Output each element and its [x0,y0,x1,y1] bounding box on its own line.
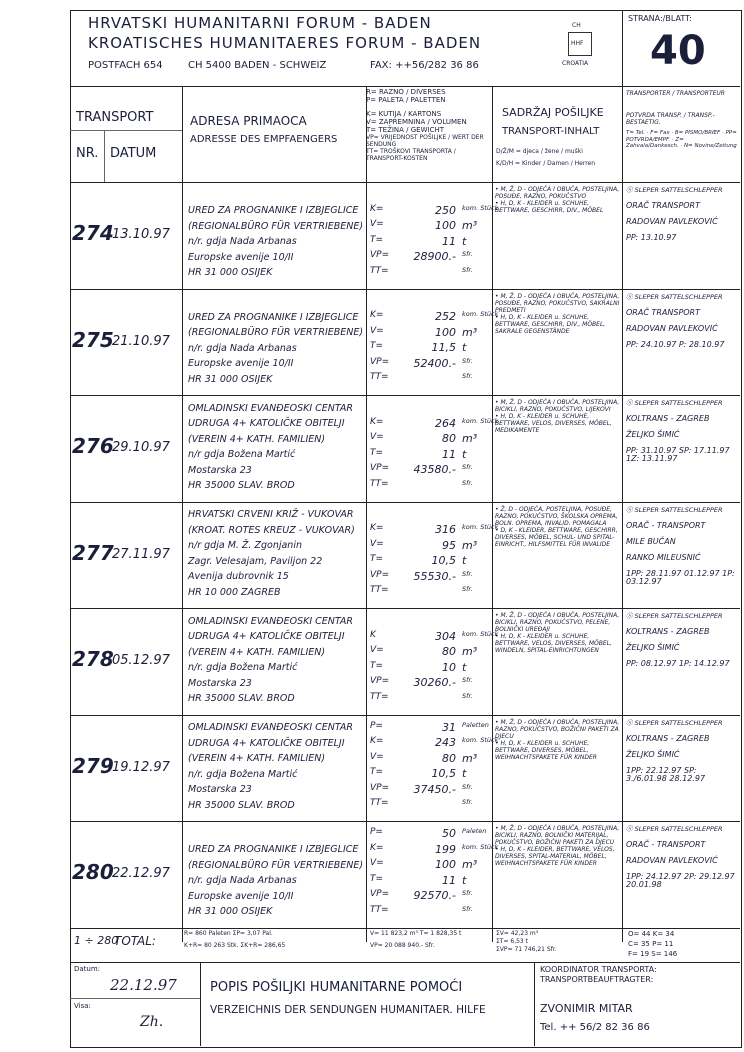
field-unit: Sfr. [462,798,473,806]
address-line: (REGIONALBÜRO FÜR VERTRIEBENE) [188,859,364,871]
shipment-content: • M, Ž, D - ODJEĆA I OBUĆA, POSTELJINA, POSUĐE, RAZNO, POKUĆSTVO, SAKRALNI PREDMETI • H, D, K - KLEIDER u. SCHUHE, BETTWARE, GESCHIRR, DIV., MÖBEL, SAKRALE GEGENSTÄNDE [495,292,620,335]
logo-top: CH [572,22,581,29]
address-line: HR 35000 SLAV. BROD [188,799,295,811]
coordinator-label-de: TRANSPORTBEAUFTRAGTER: [540,975,654,984]
field-value: 11,5 [431,341,456,354]
logo-bottom: CROATIA [562,60,589,67]
address-line: UDRUGA 4+ KATOLIČKE OBITELJI [188,631,345,642]
field-code: VP= [370,356,390,367]
col-sadrzaj: SADRŽAJ POŠILJKE [502,106,604,119]
field-unit: kom. Stück [462,629,499,638]
field-unit: kom. Stück [462,523,499,531]
field-value: 11 [442,447,456,461]
address-line: (VEREIN 4+ KATH. FAMILIEN) [188,646,326,658]
transporter-line: Ⓢ SLEPER SATTELSCHLEPPER [626,718,723,727]
address-line: HR 31 000 OSIJEK [188,267,273,278]
field-code: TT= [370,478,389,489]
field-unit: t [462,234,467,248]
field-code: K= [370,842,384,853]
field-value: 43580.- [413,463,456,476]
transport-date: 27.11.97 [112,546,170,562]
address-line: HR 10 000 ZAGREB [188,586,281,598]
field-unit: kom. Stück [462,310,499,318]
transporter-line: ŽELJKO ŠIMIĆ [626,643,680,652]
field-unit: Paleten [462,827,487,835]
field-value: 55530.- [413,569,456,583]
total-range: 1 ÷ 280 [74,934,119,947]
transporter-line: Ⓢ SLEPER SATTELSCHLEPPER [626,186,723,194]
transporter-line: PP: 31.10.97 SP: 17.11.97 1Z: 13.11.97 [626,446,730,463]
field-unit: Sfr. [462,904,473,913]
field-unit: Paletten [462,720,489,729]
field-code: TT= [370,372,389,382]
field-value: 199 [435,842,456,856]
field-code: K= [370,416,384,427]
address-line: URED ZA PROGNANIKE I IZBJEGLICE [188,311,359,323]
logo [554,20,606,78]
address-line: Zagr. Velesajam, Paviljon 22 [188,555,323,567]
field-value: 304 [435,629,456,643]
field-code: VP= [370,250,390,260]
field-code: V= [370,858,384,868]
field-unit: m³ [462,325,478,339]
field-unit: Sfr. [462,265,473,274]
field-value: 100 [435,858,456,871]
field-unit: Sfr. [462,889,473,897]
transport-date: 13.10.97 [112,227,170,243]
field-value: 80 [442,645,456,658]
count-line-2: C= 35 P= 11 [628,940,674,948]
transporter-line: RANKO MILEUSNIĆ [626,552,701,562]
legend-v: V= ZAPREMNINA / VOLUMEN [366,118,467,126]
legend-vp: VP= VRIJEDNOST POŠILJKE / WERT DER SENDUNG [366,134,484,148]
legend-k: K= KUTIJA / KARTONS [366,110,442,118]
address-line: n/r. gdja Nada Arbanas [188,875,297,886]
transporter-line: PP: 13.10.97 [626,233,677,242]
field-unit: t [462,767,467,780]
transport-date: 21.10.97 [112,333,170,349]
field-code: T= [370,767,384,777]
field-unit: Sfr. [462,782,473,791]
shipment-content: • Ž, D - ODJEĆA, POSTELJINA, POSUĐE, RAZNO, POKUĆSTVO, ŠKOLSKA OPREMA, BOLN. OPREMA, INVALID. POMAGALA • D, K - KLEIDER, BETTWARE, GESCHIRR, DIVERSES, MÖBEL, SCHUL- UND SPITAL-EINRICHT., HILFSMITTEL FÜR INVALIDE [495,505,618,548]
address-line: (VEREIN 4+ KATH. FAMILIEN) [188,753,326,764]
field-unit: Sfr. [462,691,473,700]
datum-label: Datum: [74,965,101,973]
address-line: URED ZA PROGNANIKE I IZBJEGLICE [188,205,359,216]
transporter-line: ŽELJKO ŠIMIĆ [626,430,680,439]
col-dzm: D/Ž/M = djeca / žene / muški [496,148,583,155]
field-unit: t [462,341,467,354]
field-value: 50 [442,827,456,840]
shipment-content: • M, Ž, D - ODJEĆA I OBUĆA, POSTELJINA, BICIKLI, RAZNO, BOLNIČKI MATERIJAL, POKUĆSTVO, BOŽIĆNI PAKETI ZA DJECU • H, D, K - KLEIDER, BETTWARE, VELOS, DIVERSES, SPITAL-MATERIAL, MÖBEL, WEIHNACHTSPAKETE FÜR KINDER [495,825,620,867]
field-unit: Sfr. [462,676,473,684]
field-code: TT= [370,798,389,808]
field-code: T= [370,554,384,564]
coordinator-tel: Tel. ++ 56/2 82 36 86 [540,1022,650,1033]
transporter-line: PP: 24.10.97 P: 28.10.97 [626,339,725,349]
field-value: 37450.- [413,782,456,796]
col-key: T= Tel. · F= Fax · B= PISMO/BRIEF · PP= POTVRDA/EMPF. · Z= Zahvala/Dankesch. · N= Novine/Zeitung [626,130,737,149]
city-address: CH 5400 BADEN - SCHWEIZ [188,60,327,71]
address-line: UDRUGA 4+ KATOLIČKE OBITELJI [188,418,345,429]
field-value: 92570.- [413,889,456,902]
field-unit: t [462,447,467,461]
field-code: VP= [370,676,390,686]
fax-number: FAX: ++56/282 36 86 [370,60,479,71]
field-value: 80 [442,432,456,445]
col-datum: DATUM [110,146,157,161]
address-line: (REGIONALBÜRO FÜR VERTRIEBENE) [188,220,364,232]
field-unit: m³ [462,219,478,232]
field-value: 252 [435,310,456,323]
col-adresa: ADRESA PRIMAOCA [190,114,307,128]
page-number: 40 [650,28,706,74]
transport-number: 274 [72,221,114,246]
field-code: V= [370,538,384,549]
shipment-content: • M, Ž, D - ODJEĆA I OBUĆA, POSTELJINA, BICIKLI, RAZNO, POKUĆSTVO, LIJEKOVI • H, D, K - KLEIDER u. SCHUHE, BETTWARE, VELOS, DIVERSES, MÖBEL, MEDIKAMENTE [495,399,620,434]
address-line: Europske avenije 10/II [188,890,294,902]
field-value: 30260.- [413,676,456,689]
legend-r: R= RAZNO / DIVERSES [366,88,446,96]
field-unit: kom. Stück [462,203,499,212]
field-unit: kom. Stück [462,842,499,851]
field-value: 250 [435,203,456,217]
count-line-1: O= 44 K= 34 [628,930,675,938]
address-line: Europske avenije 10/II [188,251,294,263]
address-line: Mostarska 23 [188,464,252,476]
field-code: T= [370,873,384,884]
col-kdh: K/D/H = Kinder / Damen / Herren [496,160,596,167]
legend-t: T= TEŽINA / GEWICHT [366,126,445,134]
field-unit: t [462,873,467,887]
col-potvrda: POTVRDA TRANSP. / TRANSP.-BESTAETIG. [626,112,715,126]
transport-number: 275 [72,327,114,352]
org-name-hr: HRVATSKI HUMANITARNI FORUM - BADEN [88,14,432,32]
field-code: VP= [370,569,390,580]
field-code: K= [370,203,384,214]
address-line: HRVATSKI CRVENI KRIŽ - VUKOVAR [188,509,354,520]
address-line: n/r. gdja Nada Arbanas [188,236,297,247]
field-unit: kom. Stück [462,416,499,425]
transport-date: 05.12.97 [112,653,170,669]
page-label: STRANA:/BLATT: [628,14,692,23]
address-line: n/r. gdja Božena Martić [188,768,298,780]
transporter-line: ORAČ TRANSPORT [626,201,701,210]
field-code: V= [370,751,384,762]
transport-number: 280 [72,860,114,885]
col-nr: NR. [76,146,99,161]
total-label: TOTAL: [114,934,156,948]
avg-vp: ΣVP= 71 746,21 Sfr. [496,946,557,953]
field-unit: Sfr. [462,569,473,578]
field-unit: Sfr. [462,250,473,258]
field-value: 11 [442,234,456,248]
transport-number: 279 [72,753,114,778]
logo-mid: HHF [571,40,584,47]
postfach: POSTFACH 654 [88,60,163,71]
address-line: URED ZA PROGNANIKE I IZBJEGLICE [188,844,359,855]
field-unit: Sfr. [462,356,473,365]
datum-value: 22.12.97 [110,976,177,994]
address-line: (REGIONALBÜRO FÜR VERTRIEBENE) [188,327,364,338]
col-inhalt: TRANSPORT-INHALT [502,126,600,137]
address-line: n/r gdja Božena Martić [188,449,296,460]
address-line: (VEREIN 4+ KATH. FAMILIEN) [188,433,326,445]
field-value: 10 [442,660,456,674]
field-code: T= [370,660,384,671]
address-line: Mostarska 23 [188,784,252,795]
visa-signature: Zh. [140,1014,164,1030]
avg-v: ΣV= 42,23 m³ [496,930,539,937]
address-line: HR 31 000 OSIJEK [188,906,273,917]
address-line: OMLADINSKI EVANĐEOSKI CENTAR [188,402,353,414]
transporter-line: KOLTRANS - ZAGREB [626,414,710,423]
field-unit: m³ [462,432,478,445]
transport-date: 19.12.97 [112,759,170,775]
transporter-line: Ⓢ SLEPER SATTELSCHLEPPER [626,825,723,833]
field-code: VP= [370,782,390,793]
shipment-content: • M, Ž, D - ODJEĆA I OBUĆA, POSTELJINA, RAZNO, POKUĆSTVO, BOŽIĆNI PAKETI ZA DJECU • H, D, K - KLEIDER u. SCHUHE, BETTWARE, DIVERSES, MÖBEL, WEIHNACHTSPAKETE FÜR KINDER [495,718,620,761]
field-code: K= [370,523,384,533]
document-sheet [70,10,742,1050]
total-k-line: K+R= 80 263 Stk. ΣK+R= 286,65 [184,942,286,949]
transporter-line: KOLTRANS - ZAGREB [626,733,710,743]
address-line: HR 35000 SLAV. BROD [188,693,295,704]
address-line: OMLADINSKI EVANĐEOSKI CENTAR [188,722,353,733]
footer-title-hr: POPIS POŠILJKI HUMANITARNE POMOĆI [210,980,463,995]
address-line: HR 31 000 OSIJEK [188,373,273,385]
address-line: Europske avenije 10/II [188,358,294,369]
address-line: HR 35000 SLAV. BROD [188,480,295,491]
col-adresse: ADRESSE DES EMPFAENGERS [190,134,338,145]
field-code: P= [370,720,383,731]
field-value: 28900.- [413,250,456,263]
transport-number: 276 [72,434,114,459]
field-unit: Sfr. [462,463,473,471]
transport-number: 278 [72,647,114,672]
field-unit: m³ [462,645,478,658]
transporter-line: Ⓢ SLEPER SATTELSCHLEPPER [626,292,723,301]
address-line: (KROAT. ROTES KREUZ - VUKOVAR) [188,524,355,536]
field-code: TT= [370,904,389,915]
field-code: K= [370,310,384,320]
transporter-line: RADOVAN PAVLEKOVIĆ [626,856,718,865]
field-unit: Sfr. [462,372,473,380]
field-value: 10,5 [431,767,456,780]
field-value: 31 [442,720,456,734]
transporter-line: Ⓢ SLEPER SATTELSCHLEPPER [626,612,723,620]
transporter-line: PP: 08.12.97 1P: 14.12.97 [626,659,730,668]
transporter-line: ŽELJKO ŠIMIĆ [626,749,680,759]
address-line: n/r gdja M. Ž. Zgonjanin [188,540,302,551]
field-code: VP= [370,463,390,473]
logo-shield-icon [568,32,592,56]
field-code: V= [370,219,384,229]
field-value: 100 [435,325,456,339]
field-unit: Sfr. [462,478,473,487]
field-value: 80 [442,751,456,765]
field-unit: t [462,660,467,674]
address-line: UDRUGA 4+ KATOLIČKE OBITELJI [188,737,345,749]
field-unit: t [462,554,467,567]
field-code: TT= [370,265,389,276]
field-unit: m³ [462,751,478,765]
address-line: n/r. gdja Nada Arbanas [188,342,297,354]
field-code: V= [370,325,384,336]
field-value: 95 [442,538,456,552]
field-code: K [370,629,376,640]
field-code: V= [370,432,384,442]
field-unit: Sfr. [462,585,473,593]
footer-title-de: VERZEICHNIS DER SENDUNGEN HUMANITAER. HILFE [210,1004,486,1016]
col-transport: TRANSPORT [76,110,154,125]
col-transporter: TRANSPORTER / TRANSPORTEUR [626,90,725,97]
visa-label: Visa: [74,1002,91,1010]
transporter-line: 1PP: 22.12.97 SP: 3./6.01.98 28.12.97 [626,765,706,783]
field-code: VP= [370,889,390,899]
avg-t: ΣT= 6,53 t [496,938,529,945]
coordinator-label-hr: KOORDINATOR TRANSPORTA: [540,965,657,974]
field-code: T= [370,341,384,351]
transport-date: 22.12.97 [112,866,170,882]
coordinator-name: ZVONIMIR MITAR [540,1002,633,1015]
field-code: K= [370,736,384,746]
field-value: 52400.- [413,356,456,370]
transporter-line: Ⓢ SLEPER SATTELSCHLEPPER [626,505,723,514]
field-code: TT= [370,691,389,702]
transport-number: 277 [72,540,114,565]
transporter-line: 1PP: 28.11.97 01.12.97 1P: 03.12.97 [626,568,735,586]
shipment-content: • M, Ž, D - ODJEĆA I OBUĆA, POSTELJINA, POSUĐE, RAZNO, POKUĆSTVO • H, D, K - KLEIDER u. SCHUHE, BETTWARE, GESCHIRR, DIV., MÖBEL [495,186,620,214]
address-line: Mostarska 23 [188,677,252,689]
transporter-line: KOLTRANS - ZAGREB [626,627,710,636]
field-value: 100 [435,219,456,232]
field-code: T= [370,234,384,245]
field-value: 316 [435,523,456,536]
field-unit: kom. Stück [462,736,499,744]
total-r-line: R= 860 Paleten ΣP= 3,07 Pal. [184,930,273,937]
transporter-line: Ⓢ SLEPER SATTELSCHLEPPER [626,399,723,407]
field-code: V= [370,645,384,655]
field-code: T= [370,447,384,458]
field-value: 11 [442,873,456,887]
field-value: 264 [435,416,456,430]
transporter-line: ORAČ TRANSPORT [626,307,701,317]
legend [366,88,492,162]
transporter-line: RADOVAN PAVLEKOVIĆ [626,217,718,226]
field-code: P= [370,827,383,837]
total-v-line: V= 11 823,2 m³ T= 1 828,35 t [370,930,462,937]
transport-date: 29.10.97 [112,440,170,456]
transporter-line: ORAČ - TRANSPORT [626,840,706,849]
address-line: n/r. gdja Božena Martić [188,662,298,673]
field-code: TT= [370,585,389,595]
field-value: 10,5 [431,554,456,567]
legend-p: P= PALETA / PALETTEN [366,96,446,104]
legend-tt: TT= TROŠKOVI TRANSPORTA / TRANSPORT-KOSTEN [366,148,456,162]
transporter-line: ORAČ - TRANSPORT [626,520,706,530]
address-line: Avenija dubrovnik 15 [188,571,289,582]
transporter-line: RADOVAN PAVLEKOVIĆ [626,323,718,333]
transporter-line: MILE BUČAN [626,536,676,546]
total-vp-line: VP= 20 088 940.- Sfr. [370,942,435,949]
shipment-content: • M, Ž, D - ODJEĆA I OBUĆA, POSTELJINA, BICIKLI, RAZNO, POKUĆSTVO, PELENE, BOLNIČKI UREĐAJI • H, D, K - KLEIDER u. SCHUHE, BETTWARE, VELOS, DIVERSES, MÖBEL, WINDELN, SPITAL-EINRICHTUNGEN [495,612,620,654]
transporter-line: 1PP: 24.12.97 2P: 29.12.97 20.01.98 [626,872,735,889]
field-value: 243 [435,736,456,749]
field-unit: m³ [462,858,478,871]
org-name-de: KROATISCHES HUMANITAERES FORUM - BADEN [88,34,482,52]
address-line: OMLADINSKI EVANĐEOSKI CENTAR [188,615,353,627]
count-line-3: F= 19 S= 146 [628,950,678,958]
field-unit: m³ [462,538,478,552]
